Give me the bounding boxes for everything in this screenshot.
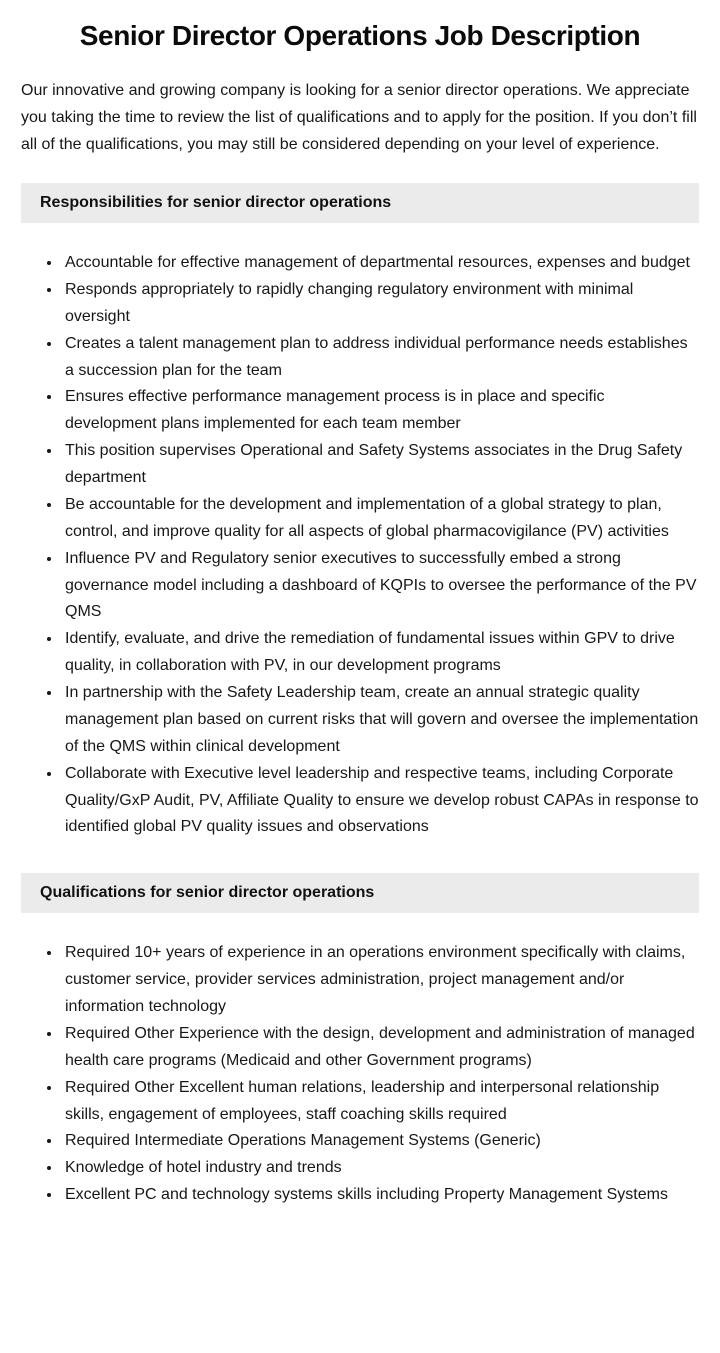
list-item: • Responds appropriately to rapidly changing regulatory environment with minimal oversight [62, 277, 699, 331]
responsibilities-header: Responsibilities for senior director operations [21, 183, 699, 223]
list-item: • Excellent PC and technology systems skills including Property Management Systems [62, 1182, 699, 1209]
list-item: • Accountable for effective management of departmental resources, expenses and budget [62, 250, 699, 277]
responsibilities-section [21, 183, 699, 841]
intro-paragraph: Our innovative and growing company is looking for a senior director operations. We appreciate you taking the time to review the list of qualifications and to apply for the position. If you don’t fill all of the qualifications, you may still be considered depending on your level of experience. [21, 82, 697, 154]
list-item: • In partnership with the Safety Leadership team, create an annual strategic quality management plan based on current risks that will govern and oversee the implementation of the QMS within clinical development [62, 680, 699, 761]
responsibilities-list [21, 250, 699, 841]
qualifications-section [21, 873, 699, 1209]
list-item: • Creates a talent management plan to address individual performance needs establishes a succession plan for the team [62, 331, 699, 385]
list-item: • This position supervises Operational and Safety Systems associates in the Drug Safety department [62, 438, 699, 492]
list-item: • Identify, evaluate, and drive the remediation of fundamental issues within GPV to drive quality, in collaboration with PV, in our development programs [62, 626, 699, 680]
list-item: • Be accountable for the development and implementation of a global strategy to plan, control, and improve quality for all aspects of global pharmacovigilance (PV) activities [62, 492, 699, 546]
list-item: • Influence PV and Regulatory senior executives to successfully embed a strong governance model including a dashboard of KQPIs to oversee the performance of the PV QMS [62, 546, 699, 627]
qualifications-list [21, 940, 699, 1209]
list-item: • Required Other Experience with the design, development and administration of managed health care programs (Medicaid and other Government programs) [62, 1021, 699, 1075]
qualifications-header: Qualifications for senior director operations [21, 873, 699, 913]
list-item: • Required Other Excellent human relations, leadership and interpersonal relationship skills, engagement of employees, staff coaching skills required [62, 1075, 699, 1129]
list-item: • Knowledge of hotel industry and trends [62, 1155, 699, 1182]
list-item: • Required 10+ years of experience in an operations environment specifically with claims, customer service, provider services administration, project management and/or information technology [62, 940, 699, 1021]
list-item: • Collaborate with Executive level leadership and respective teams, including Corporate Quality/GxP Audit, PV, Affiliate Quality to ensure we develop robust CAPAs in response to identified global PV quality issues and observations [62, 761, 699, 842]
list-item: • Required Intermediate Operations Management Systems (Generic) [62, 1128, 699, 1155]
list-item: • Ensures effective performance management process is in place and specific development plans implemented for each team member [62, 384, 699, 438]
page-title: Senior Director Operations Job Description [79, 20, 641, 51]
